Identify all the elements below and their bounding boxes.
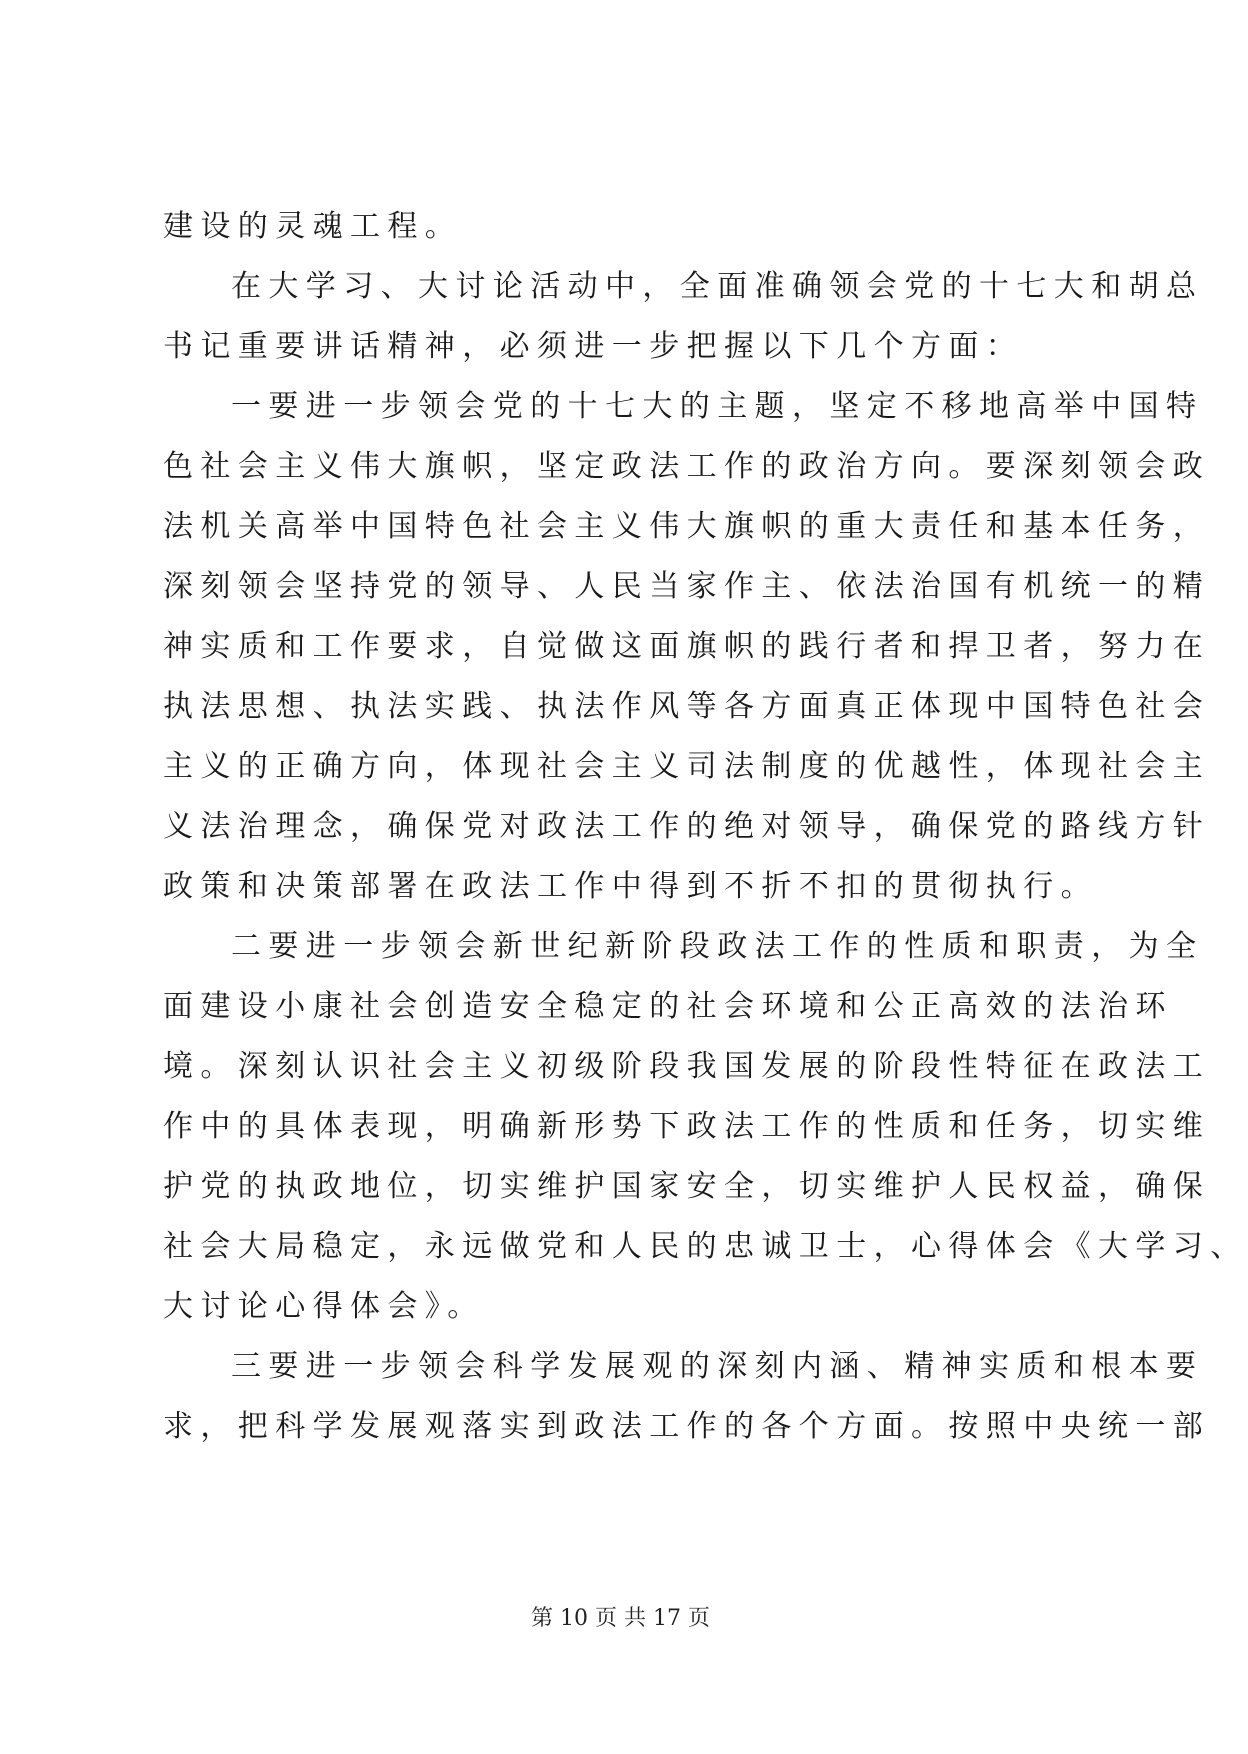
- page-number: 第 10 页 共 17 页: [531, 1606, 710, 1631]
- text-line: 书记重要讲话精神，必须进一步把握以下几个方面：: [163, 329, 1024, 364]
- text-line: 建设的灵魂工程。: [163, 209, 463, 244]
- text-line: 作中的具体表现，明确新形势下政法工作的性质和任务，切实维: [163, 1109, 1211, 1144]
- text-line: 大讨论心得体会》。: [163, 1289, 485, 1324]
- text-line: 二要进一步领会新世纪新阶段政法工作的性质和职责，为全: [231, 929, 1204, 964]
- text-line: 面建设小康社会创造安全稳定的社会环境和公正高效的法治环: [163, 989, 1173, 1024]
- text-line: 深刻领会坚持党的领导、人民当家作主、依法治国有机统一的精: [163, 569, 1211, 604]
- text-line: 在大学习、大讨论活动中，全面准确领会党的十七大和胡总: [231, 269, 1204, 304]
- text-line: 三要进一步领会科学发展观的深刻内涵、精神实质和根本要: [231, 1349, 1204, 1384]
- text-line: 护党的执政地位，切实维护国家安全，切实维护人民权益，确保: [163, 1169, 1211, 1204]
- text-line: 政策和决策部署在政法工作中得到不折不扣的贯彻执行。: [163, 869, 1098, 904]
- text-line: 主义的正确方向，体现社会主义司法制度的优越性，体现社会主: [163, 749, 1211, 784]
- text-line: 色社会主义伟大旗帜，坚定政法工作的政治方向。要深刻领会政: [163, 449, 1211, 484]
- text-line: 境。深刻认识社会主义初级阶段我国发展的阶段性特征在政法工: [163, 1049, 1211, 1084]
- document-body: [163, 197, 1248, 1457]
- text-line: 执法思想、执法实践、执法作风等各方面真正体现中国特色社会: [163, 689, 1211, 724]
- text-line: 求，把科学发展观落实到政法工作的各个方面。按照中央统一部: [163, 1409, 1211, 1444]
- text-line: 法机关高举中国特色社会主义伟大旗帜的重大责任和基本任务，: [163, 509, 1211, 544]
- text-line: 一要进一步领会党的十七大的主题，坚定不移地高举中国特: [231, 389, 1204, 424]
- text-line: 神实质和工作要求，自觉做这面旗帜的践行者和捍卫者，努力在: [163, 629, 1211, 664]
- text-line: 义法治理念，确保党对政法工作的绝对领导，确保党的路线方针: [163, 809, 1211, 844]
- text-line: 社会大局稳定，永远做党和人民的忠诚卫士，心得体会《大学习、: [163, 1229, 1248, 1264]
